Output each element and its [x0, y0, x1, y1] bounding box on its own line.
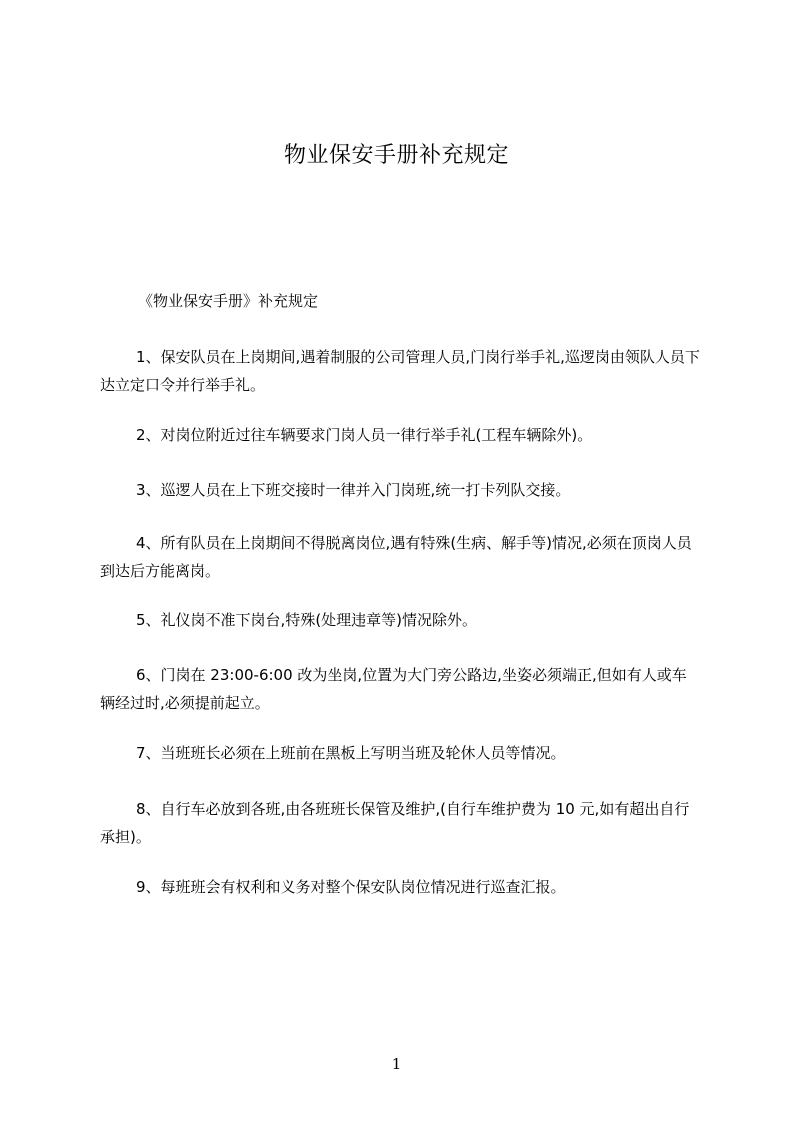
paragraph-text: 1、保安队员在上岗期间,遇着制服的公司管理人员,门岗行举手礼,巡逻岗由领队人员下达立定口令并行举手礼。 [100, 348, 700, 394]
paragraph-2 [100, 421, 700, 449]
paragraph-text: 9、每班班会有权利和义务对整个保安队岗位情况进行巡查汇报。 [136, 878, 566, 896]
paragraph-text: 3、巡逻人员在上下班交接时一律并入门岗班,统一打卡列队交接。 [136, 481, 571, 499]
document-title: 物业保安手册补充规定 [283, 143, 509, 168]
paragraph-text: 5、礼仪岗不准下岗台,特殊(处理违章等)情况除外。 [136, 611, 478, 629]
paragraph-9 [100, 873, 700, 901]
paragraph-5 [100, 606, 700, 634]
paragraph-8 [100, 795, 700, 851]
document-subtitle: 《物业保安手册》补充规定 [138, 292, 319, 310]
paragraph-4 [100, 529, 700, 585]
paragraph-3 [100, 476, 700, 504]
paragraph-text: 7、当班班长必须在上班前在黑板上写明当班及轮休人员等情况。 [136, 744, 566, 762]
paragraph-text: 4、所有队员在上岗期间不得脱离岗位,遇有特殊(生病、解手等)情况,必须在顶岗人员到达后方能离岗。 [100, 534, 692, 580]
paragraph-text: 2、对岗位附近过往车辆要求门岗人员一律行举手礼(工程车辆除外)。 [136, 426, 593, 444]
page-number: 1 [391, 1055, 402, 1073]
paragraph-1 [100, 343, 700, 399]
paragraph-text: 8、自行车必放到各班,由各班班长保管及维护,(自行车维护费为 10 元,如有超出自行承担)。 [100, 800, 690, 846]
paragraph-7 [100, 739, 700, 767]
paragraph-text: 6、门岗在 23:00-6:00 改为坐岗,位置为大门旁公路边,坐姿必须端正,但如有人或车辆经过时,必须提前起立。 [100, 666, 687, 712]
paragraph-6 [100, 661, 700, 717]
